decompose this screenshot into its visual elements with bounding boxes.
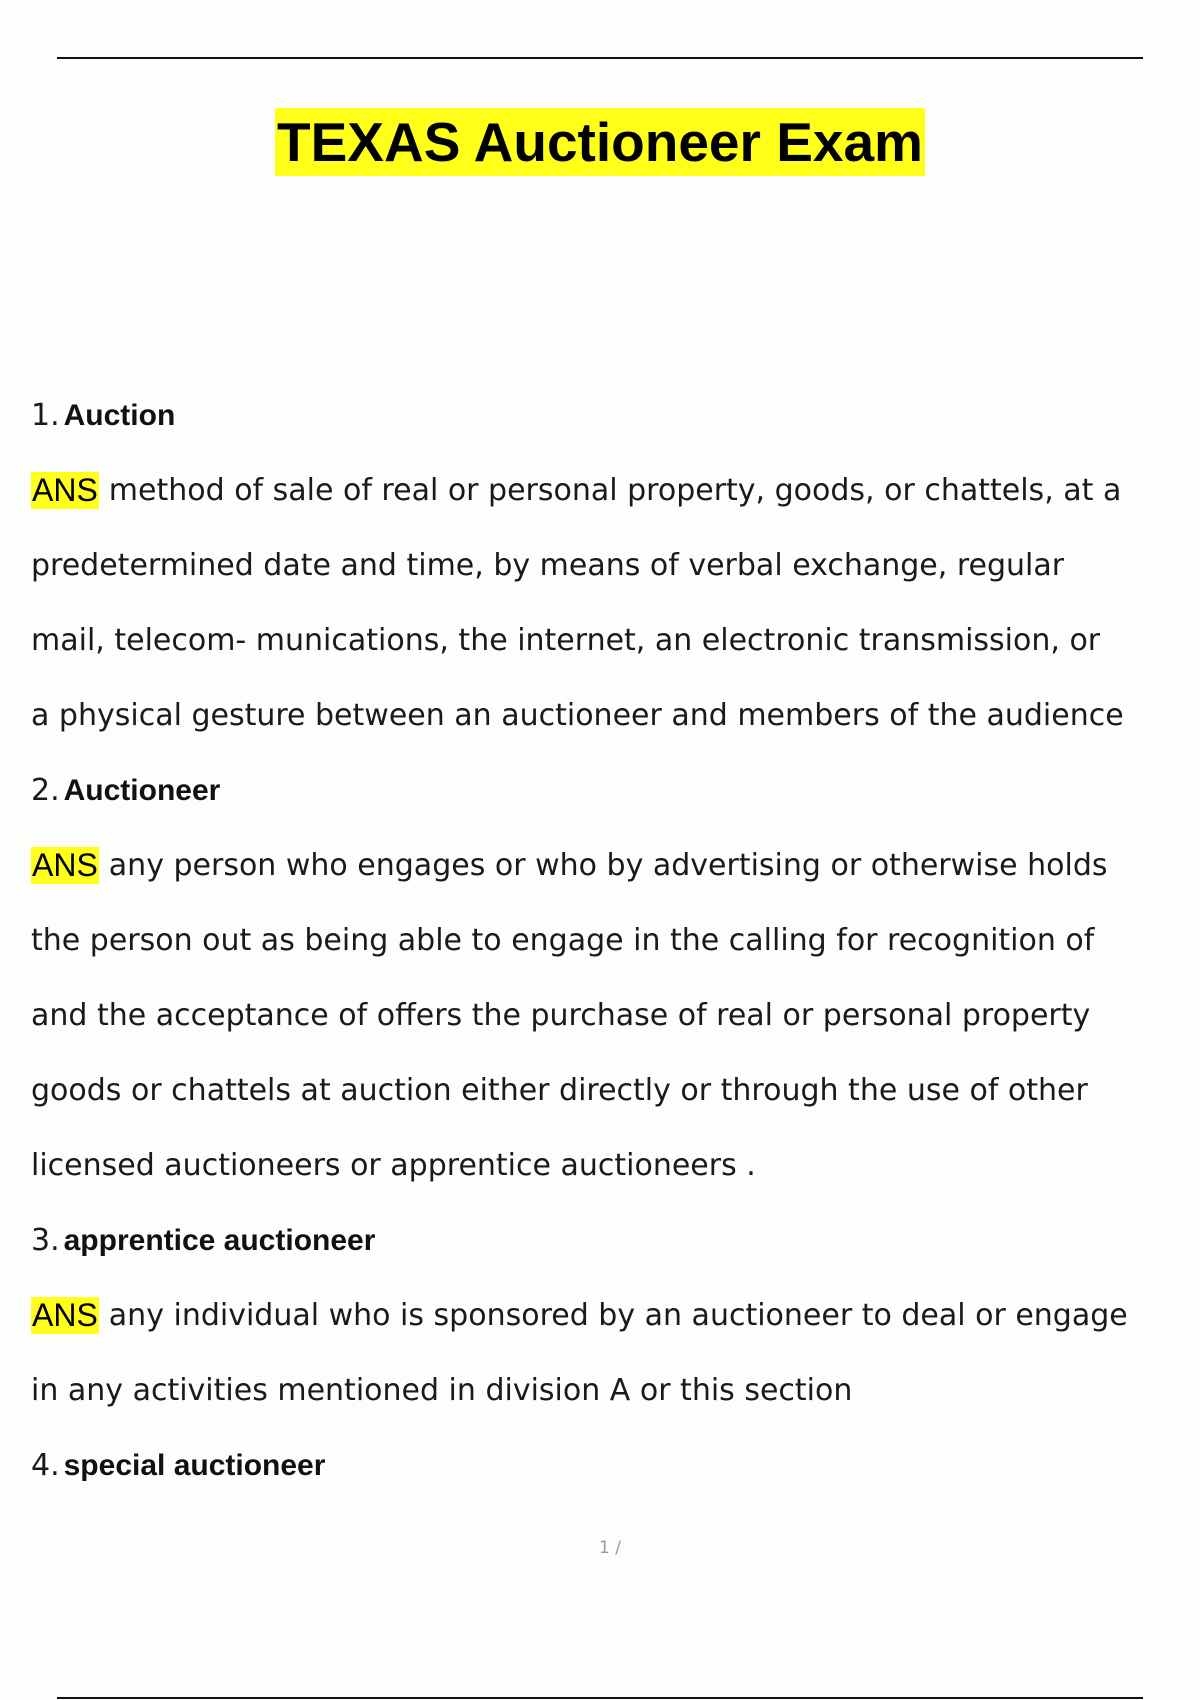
question-heading: [31, 753, 1200, 828]
answer-line: [31, 828, 1200, 903]
answer-label: ANS: [32, 847, 98, 883]
page-title: TEXAS Auctioneer Exam: [275, 108, 925, 176]
question-term: Auction: [63, 398, 176, 432]
answer-line: [31, 1053, 1200, 1128]
answer-text: method of sale of real or personal property, goods, or chattels, at a: [108, 473, 1122, 508]
question-number: 4.: [31, 1448, 60, 1483]
answer-line: [31, 1353, 1200, 1428]
answer-text: a physical gesture between an auctioneer and members of the audience: [31, 698, 1124, 733]
answer-line: [31, 1128, 1200, 1203]
question-heading: [31, 1203, 1200, 1278]
question-term: apprentice auctioneer: [63, 1223, 376, 1257]
answer-line: [31, 903, 1200, 978]
top-rule: [57, 57, 1143, 59]
answer-text: and the acceptance of offers the purchase of real or personal property: [31, 998, 1091, 1033]
answer-text: predetermined date and time, by means of verbal exchange, regular: [31, 548, 1065, 583]
question-heading: [31, 378, 1200, 453]
answer-text: mail, telecom- munications, the internet, an electronic transmission, or: [31, 623, 1101, 658]
question-heading: [31, 1428, 1200, 1503]
answer-line: [31, 978, 1200, 1053]
bottom-rule: [57, 1697, 1143, 1699]
answer-text: goods or chattels at auction either directly or through the use of other: [31, 1073, 1088, 1108]
answer-line: [31, 1278, 1200, 1353]
question-term: special auctioneer: [63, 1448, 326, 1482]
answer-line: [31, 528, 1200, 603]
exam-content: [31, 378, 1200, 1503]
answer-line: [31, 603, 1200, 678]
question-term: Auctioneer: [63, 773, 221, 807]
answer-label: ANS: [32, 1297, 98, 1333]
question-number: 1.: [31, 398, 60, 433]
page-number: 1 /: [599, 1538, 621, 1558]
answer-text: the person out as being able to engage in the calling for recognition of: [31, 923, 1095, 958]
title-container: [0, 108, 1200, 176]
answer-line: [31, 453, 1200, 528]
answer-text: licensed auctioneers or apprentice auctioneers .: [31, 1148, 756, 1183]
answer-text: in any activities mentioned in division A or this section: [31, 1373, 853, 1408]
question-number: 3.: [31, 1223, 60, 1258]
answer-label: ANS: [32, 472, 98, 508]
answer-line: [31, 678, 1200, 753]
answer-text: any individual who is sponsored by an auctioneer to deal or engage: [108, 1298, 1128, 1333]
answer-text: any person who engages or who by advertising or otherwise holds: [108, 848, 1108, 883]
question-number: 2.: [31, 773, 60, 808]
